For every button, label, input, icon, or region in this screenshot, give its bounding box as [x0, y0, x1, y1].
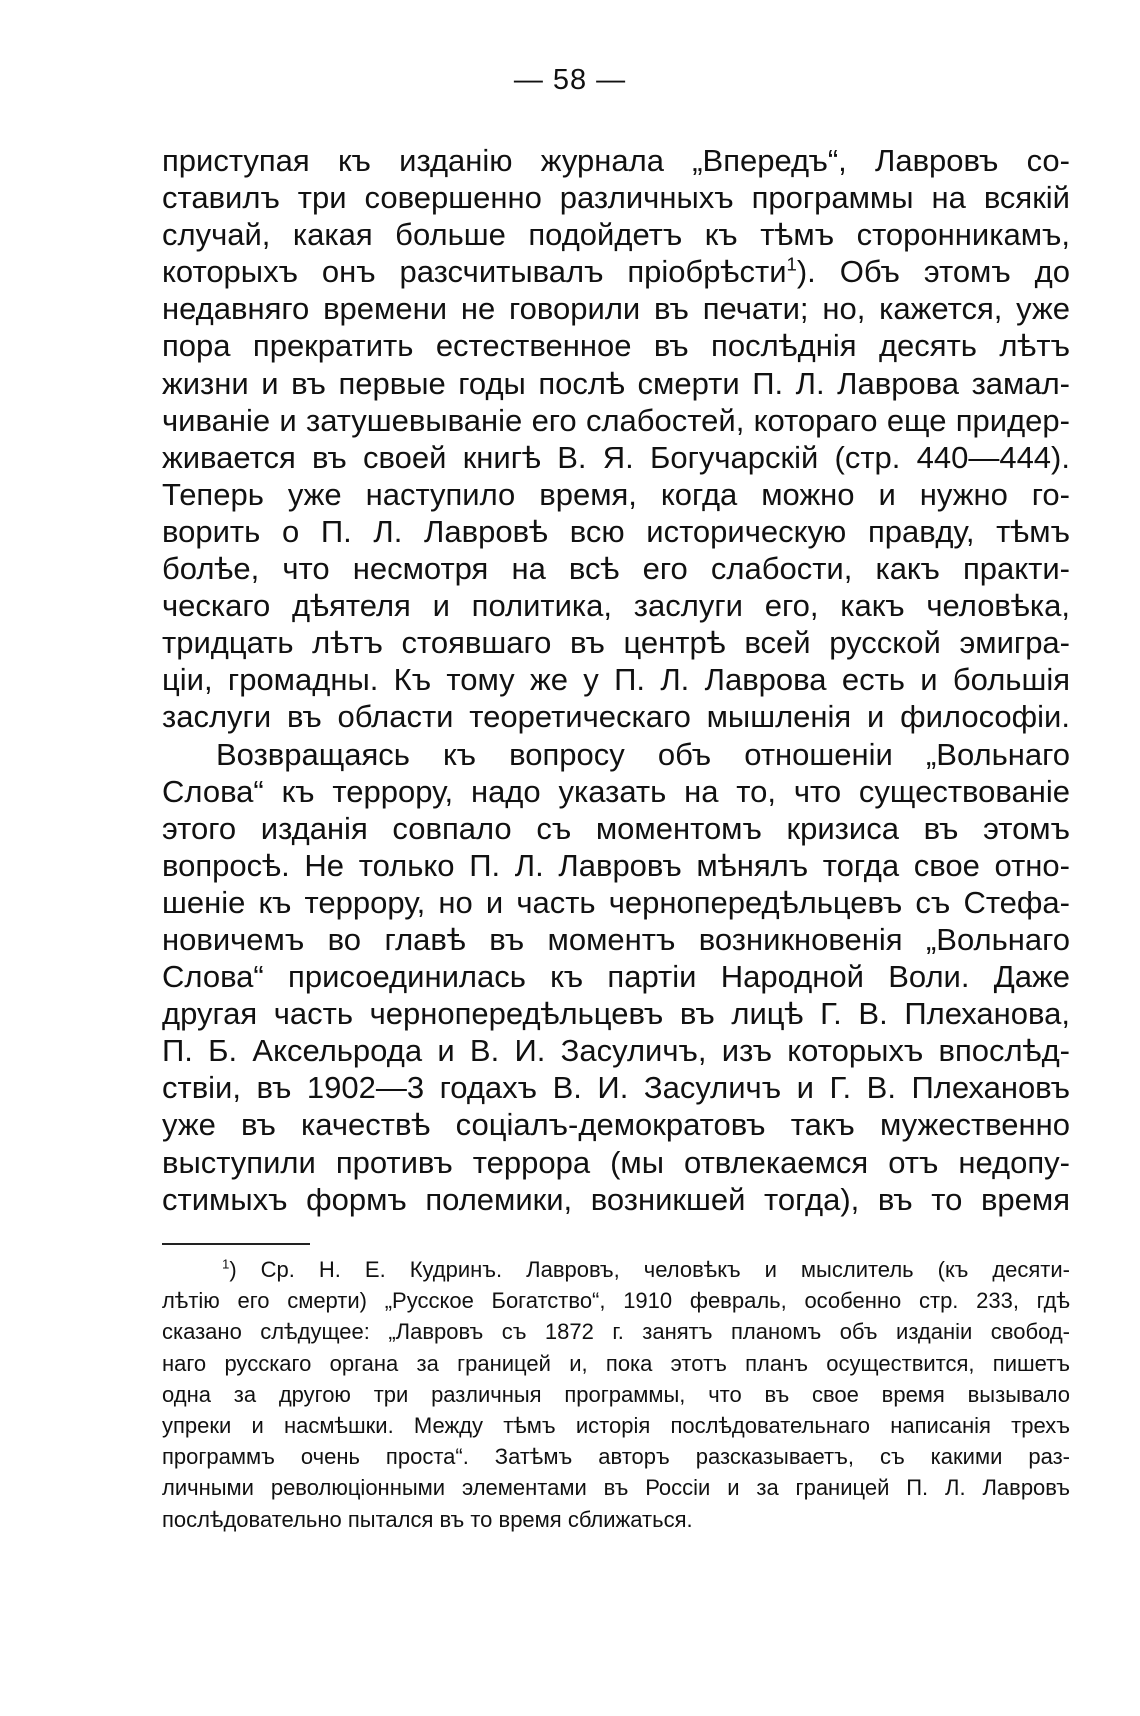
paragraph-2	[162, 736, 1070, 1218]
text-line: П. Б. Аксельрода и В. И. Засуличъ, изъ которыхъ впослѣд-	[162, 1033, 1070, 1069]
text-line: уже въ качествѣ соціалъ-демократовъ такъ мужественно	[162, 1107, 1070, 1143]
text-fragment: ) Ср. Н. Е. Кудринъ. Лавровъ, человѣкъ и мыслитель (къ десяти-	[229, 1257, 1070, 1282]
main-text	[162, 142, 1070, 1218]
footnote-line: упреки и насмѣшки. Между тѣмъ исторія послѣдовательнаго написанія трехъ	[162, 1413, 1070, 1439]
text-line: Слова“ къ террору, надо указать на то, что существованіе	[162, 773, 1070, 809]
footnote-marker: 1	[222, 1256, 230, 1272]
text-line: заслуги въ области теоретическаго мышленія и философіи.	[162, 699, 1070, 735]
text-line: этого изданія совпало съ моментомъ кризиса въ этомъ	[162, 810, 1070, 846]
text-line: шеніе къ террору, но и часть чернопередѣльцевъ съ Стефа-	[162, 884, 1070, 920]
footnote-line: лѣтію его смерти) „Русское Богатство“, 1910 февраль, особенно стр. 233, гдѣ	[162, 1288, 1070, 1314]
text-line: ворить о П. Л. Лавровѣ всю историческую правду, тѣмъ	[162, 513, 1070, 549]
footnote-line: наго русскаго органа за границей и, пока этотъ планъ осуществится, пишетъ	[162, 1350, 1070, 1376]
text-fragment: ). Объ этомъ до	[796, 254, 1070, 290]
text-line: ціи, громадны. Къ тому же у П. Л. Лаврова есть и большія	[162, 662, 1070, 698]
footnote-line-with-marker	[162, 1254, 1070, 1285]
footnote-line: одна за другою три различныя программы, что въ свое время вызывало	[162, 1381, 1070, 1407]
text-line: новичемъ во главѣ въ моментъ возникновенія „Вольнаго	[162, 921, 1070, 957]
footnote-divider	[162, 1243, 310, 1245]
paragraph-1	[162, 142, 1070, 736]
text-fragment: которыхъ онъ разсчитывалъ пріобрѣсти	[162, 254, 787, 290]
footnote-line: программъ очень проста“. Затѣмъ авторъ разсказываетъ, съ какими раз-	[162, 1444, 1070, 1470]
text-line: Слова“ присоединилась къ партіи Народной Воли. Даже	[162, 959, 1070, 995]
footnote-reference[interactable]: 1	[786, 253, 797, 275]
text-line: пора прекратить естественное въ послѣднія десять лѣтъ	[162, 328, 1070, 364]
text-line: живается въ своей книгѣ В. Я. Богучарскій (стр. 440—444).	[162, 439, 1070, 475]
text-line: тридцать лѣтъ стоявшаго въ центрѣ всей русской эмигра-	[162, 625, 1070, 661]
text-line: ставилъ три совершенно различныхъ программы на всякій	[162, 180, 1070, 216]
text-line-with-footnote-ref	[162, 253, 1070, 290]
text-line: приступая къ изданію журнала „Впередъ“, Лавровъ со-	[162, 143, 1070, 178]
text-line: жизни и въ первые годы послѣ смерти П. Л. Лаврова замал-	[162, 365, 1070, 401]
text-line: ствіи, въ 1902—3 годахъ В. И. Засуличъ и Г. В. Плехановъ	[162, 1070, 1070, 1106]
footnote-line: послѣдовательно пытался въ то время сближаться.	[162, 1506, 693, 1532]
page-number: — 58 —	[513, 64, 627, 96]
text-line: Возвращаясь къ вопросу объ отношеніи „Вольнаго	[216, 736, 1070, 772]
text-line: случай, какая больше подойдетъ къ тѣмъ сторонникамъ,	[162, 217, 1070, 253]
footnote	[162, 1254, 1070, 1535]
text-line: ческаго дѣятеля и политика, заслуги его, какъ человѣка,	[162, 588, 1070, 624]
text-line: чиваніе и затушевываніе его слабостей, котораго еще придер-	[162, 402, 1070, 438]
footnote-line: личными революціонными элементами въ Россіи и за границей П. Л. Лавровъ	[162, 1475, 1070, 1501]
text-line: вопросѣ. Не только П. Л. Лавровъ мѣнялъ тогда свое отно-	[162, 847, 1070, 883]
text-line: выступили противъ террора (мы отвлекаемся отъ недопу-	[162, 1144, 1070, 1180]
text-line: другая часть чернопередѣльцевъ въ лицѣ Г. В. Плеханова,	[162, 996, 1070, 1032]
text-line: недавняго времени не говорили въ печати; но, кажется, уже	[162, 291, 1070, 327]
text-line: Теперь уже наступило время, когда можно и нужно го-	[162, 476, 1070, 512]
footnote-line: сказано слѣдущее: „Лавровъ съ 1872 г. занятъ планомъ объ изданіи свобод-	[162, 1319, 1070, 1345]
text-line: стимыхъ формъ полемики, возникшей тогда), въ то время	[162, 1181, 1070, 1217]
text-line: болѣе, что несмотря на всѣ его слабости, какъ практи-	[162, 551, 1070, 587]
